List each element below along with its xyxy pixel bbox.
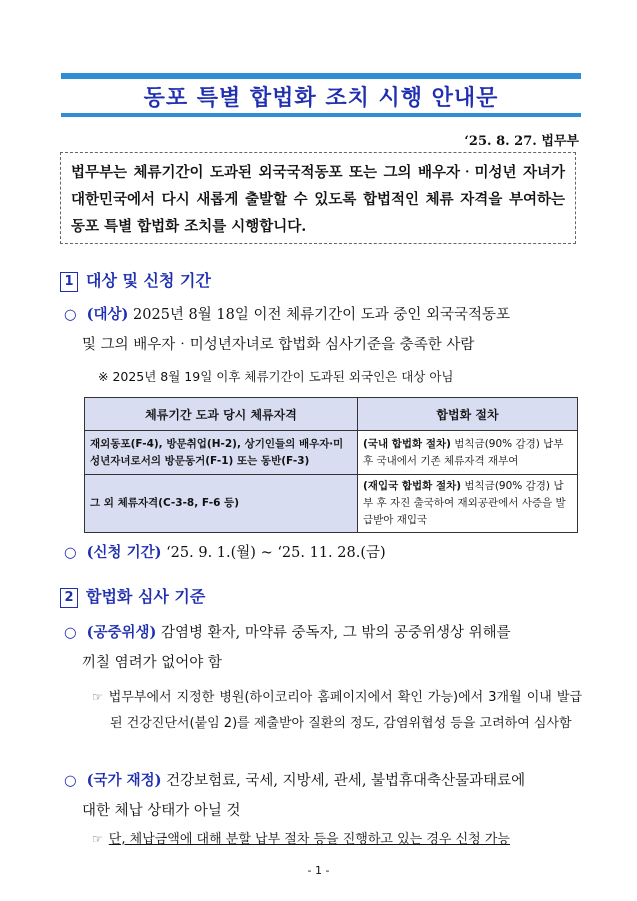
period-value: ‘25. 9. 1.(월) ~ ‘25. 11. 28.(금) (166, 545, 386, 561)
target-keyword: (대상) (86, 306, 129, 323)
table-row (85, 431, 578, 475)
procedure-detail: 범칙금(90% 감경) 납부 후 자진 출국하여 재외공관에서 사증을 발급받아 재입국 (363, 480, 566, 526)
section-2-heading (60, 584, 205, 608)
table-cell-status: 재외동포(F-4), 방문취업(H-2), 상기인들의 배우자‧미성년자녀로서의 방문동거(F-1) 또는 동반(F-3) (85, 431, 358, 475)
title-bar-top (61, 73, 581, 79)
tax-line-1: 건강보험료, 국세, 지방세, 관세, 불법휴대축산물과태료에 (166, 773, 526, 789)
target-line-1: 2025년 8월 18일 이전 체류기간이 도과 중인 외국국적동포 (133, 307, 510, 323)
tax-keyword: (국가 재정) (86, 772, 162, 789)
period-keyword: (신청 기간) (86, 544, 162, 561)
title-box (61, 73, 581, 119)
table-header-status: 체류기간 도과 당시 체류자격 (85, 398, 358, 431)
health-line-1: 감염병 환자, 마약류 중독자, 그 밖의 공중위생상 위해를 (161, 625, 511, 641)
page-title: 동포 특별 합법화 조치 시행 안내문 (143, 86, 499, 111)
period-bullet (64, 540, 386, 566)
tax-line-2: 대한 체납 상태가 아닐 것 (82, 803, 241, 819)
issue-date: ‘25. 8. 27. 법무부 (464, 134, 579, 149)
procedure-kind: (국내 합법화 절차) (363, 437, 451, 450)
tax-sub-text: 단, 체납금액에 대해 분할 납부 절차 등을 진행하고 있는 경우 신청 가능 (108, 832, 510, 847)
section-2-title: 합법화 심사 기준 (86, 587, 206, 606)
pointing-hand-icon: ☞ (92, 832, 103, 846)
table-cell-procedure (358, 431, 578, 475)
section-1-number: 1 (60, 272, 78, 292)
table-cell-status: 그 외 체류자격(C-3-8, F-6 등) (85, 475, 358, 533)
section-2-number: 2 (60, 588, 78, 608)
procedure-detail: 범칙금(90% 감경) 납부 후 국내에서 기존 체류자격 재부여 (363, 437, 564, 467)
procedure-table (84, 397, 578, 533)
table-header-procedure: 합법화 절차 (358, 398, 578, 431)
tax-bullet (64, 768, 525, 794)
health-sub-note (92, 684, 582, 737)
title-bar-bottom (61, 113, 581, 117)
section-1-heading (60, 268, 211, 292)
pointing-hand-icon: ☞ (92, 690, 103, 704)
page-number: - 1 - (307, 864, 330, 877)
procedure-kind: (재입국 합법화 절차) (363, 480, 462, 492)
circle-bullet-icon: ○ (64, 307, 77, 323)
health-line-2: 끼칠 염려가 없어야 함 (82, 655, 222, 671)
circle-bullet-icon: ○ (64, 545, 77, 561)
circle-bullet-icon: ○ (64, 625, 77, 641)
target-bullet (64, 302, 510, 328)
table-row (85, 475, 578, 533)
health-keyword: (공중위생) (86, 624, 157, 641)
tax-sub-note (92, 826, 582, 853)
health-bullet (64, 620, 511, 646)
circle-bullet-icon: ○ (64, 773, 77, 789)
section-1-title: 대상 및 신청 기간 (86, 271, 211, 290)
table-cell-procedure (358, 475, 578, 533)
intro-box: 법무부는 체류기간이 도과된 외국국적동포 또는 그의 배우자‧미성년 자녀가 대한민국에서 다시 새롭게 출발할 수 있도록 합법적인 체류 자격을 부여하는 동포 특별 합법화 조치를 시행합니다. (60, 152, 576, 244)
health-sub-text: 법무부에서 지정한 병원(하이코리아 홈페이지에서 확인 가능)에서 3개월 이내 발급된 건강진단서(붙임 2)를 제출받아 질환의 정도, 감염위협성 등을 고려하여 심사함 (108, 690, 582, 731)
target-note: ※ 2025년 8월 19일 이후 체류기간이 도과된 외국인은 대상 아님 (98, 369, 454, 384)
target-line-2: 및 그의 배우자‧미성년자녀로 합법화 심사기준을 충족한 사람 (82, 337, 475, 353)
